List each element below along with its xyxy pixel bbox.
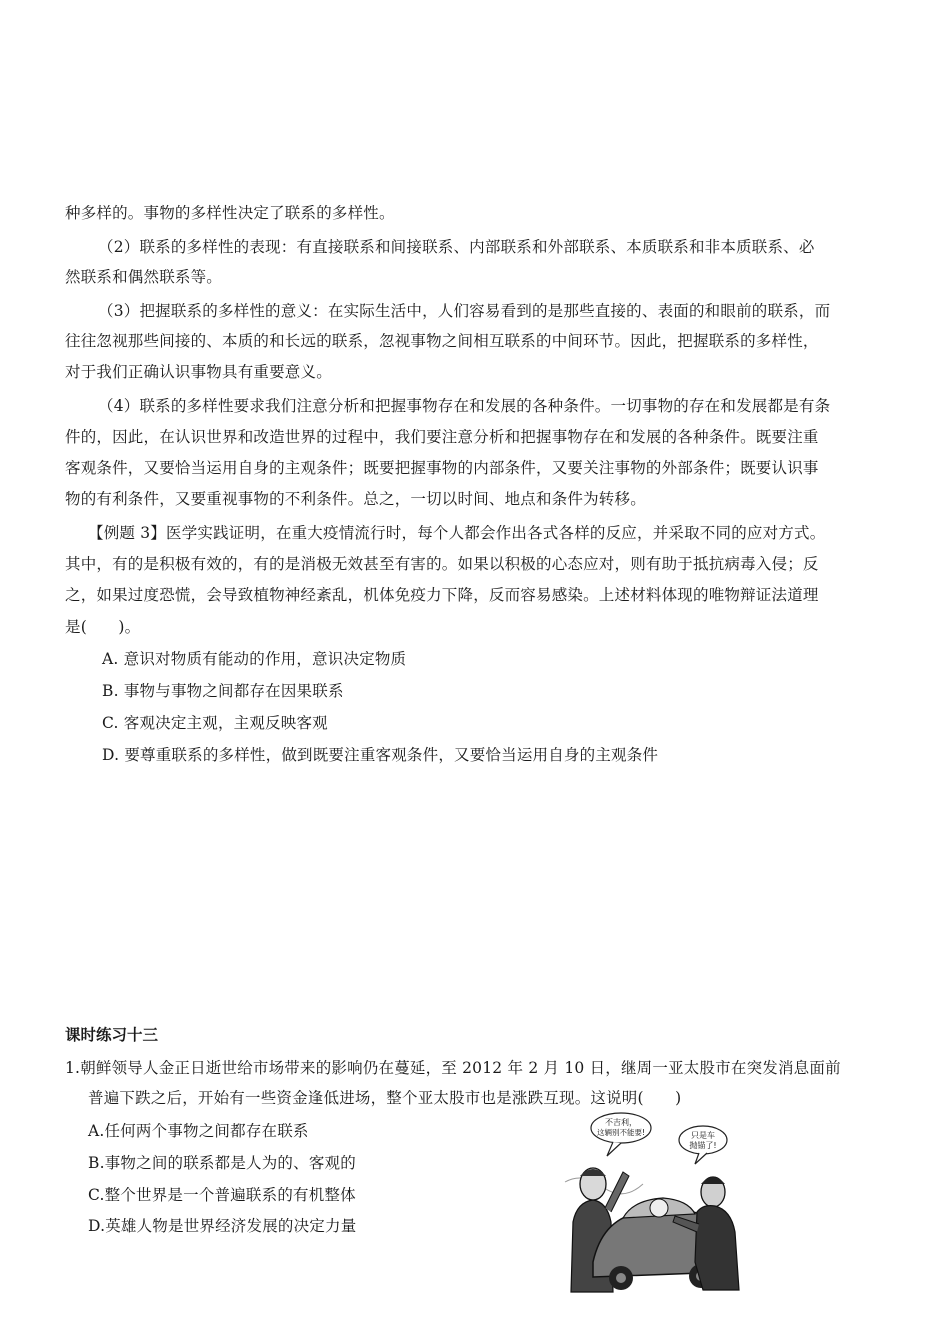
paragraph-line: 对于我们正确认识事物具有重要意义。 [65, 363, 332, 381]
cartoon-illustration [563, 1112, 745, 1294]
bubble-right-line-2: 抛锚了! [689, 1141, 717, 1150]
example-question-line: 【例题 3】医学实践证明，在重大疫情流行时，每个人都会作出各式各样的反应，并采取不同的应对方式。 [88, 524, 826, 542]
exercise-title: 课时练习十三 [65, 1026, 159, 1044]
paragraph-line: 往往忽视那些间接的、本质的和长远的联系，忽视事物之间相互联系的中间环节。因此，把握联系的多样性， [65, 332, 819, 350]
paragraph-line: 物的有利条件，又要重视事物的不利条件。总之，一切以时间、地点和条件为转移。 [65, 490, 646, 508]
example-option-b: B. 事物与事物之间都存在因果联系 [102, 682, 344, 700]
bubble-left-line-2: 这辆别不能要! [596, 1128, 646, 1137]
example-question-line: 其中，有的是积极有效的，有的是消极无效甚至有害的。如果以积极的心态应对，则有助于抵抗病毒入侵；反 [65, 555, 819, 573]
paragraph-line: （2）联系的多样性的表现：有直接联系和间接联系、内部联系和外部联系、本质联系和非本质联系、必 [98, 238, 815, 256]
example-question-line: 之，如果过度恐慌，会导致植物神经紊乱，机体免疫力下降，反而容易感染。上述材料体现的唯物辩证法道理 [65, 586, 819, 604]
paragraph-line: （4）联系的多样性要求我们注意分析和把握事物存在和发展的各种条件。一切事物的存在和发展都是有条 [98, 397, 831, 415]
paragraph-line: 件的，因此，在认识世界和改造世界的过程中，我们要注意分析和把握事物存在和发展的各种条件。既要注重 [65, 428, 819, 446]
example-question-line: 是( )。 [65, 618, 141, 636]
question-option-a: A.任何两个事物之间都存在联系 [88, 1122, 309, 1140]
question-line: 1.朝鲜领导人金正日逝世给市场带来的影响仍在蔓延，至 2012 年 2 月 10 日，继周一亚太股市在突发消息面前 [65, 1059, 841, 1077]
paragraph-line: 然联系和偶然联系等。 [65, 268, 223, 286]
question-option-d: D.英雄人物是世界经济发展的决定力量 [88, 1217, 357, 1235]
bubble-right-line-1: 只是车 [691, 1131, 715, 1140]
paragraph-line: （3）把握联系的多样性的意义：在实际生活中，人们容易看到的是那些直接的、表面的和眼前的联系，而 [98, 302, 831, 320]
question-option-c: C.整个世界是一个普遍联系的有机整体 [88, 1186, 356, 1204]
bubble-left-line-1: 不吉利， [605, 1118, 637, 1127]
question-option-b: B.事物之间的联系都是人为的、客观的 [88, 1154, 356, 1172]
question-line: 普遍下跌之后，开始有一些资金逢低进场，整个亚太股市也是涨跌互现。这说明( ) [88, 1089, 682, 1107]
paragraph-line: 客观条件，又要恰当运用自身的主观条件；既要把握事物的内部条件，又要关注事物的外部条件；既要认识事 [65, 459, 819, 477]
paragraph-line: 种多样的。事物的多样性决定了联系的多样性。 [65, 204, 395, 222]
example-option-a: A. 意识对物质有能动的作用，意识决定物质 [102, 650, 407, 668]
example-option-c: C. 客观决定主观，主观反映客观 [102, 714, 328, 732]
example-option-d: D. 要尊重联系的多样性，做到既要注重客观条件，又要恰当运用自身的主观条件 [102, 746, 659, 764]
